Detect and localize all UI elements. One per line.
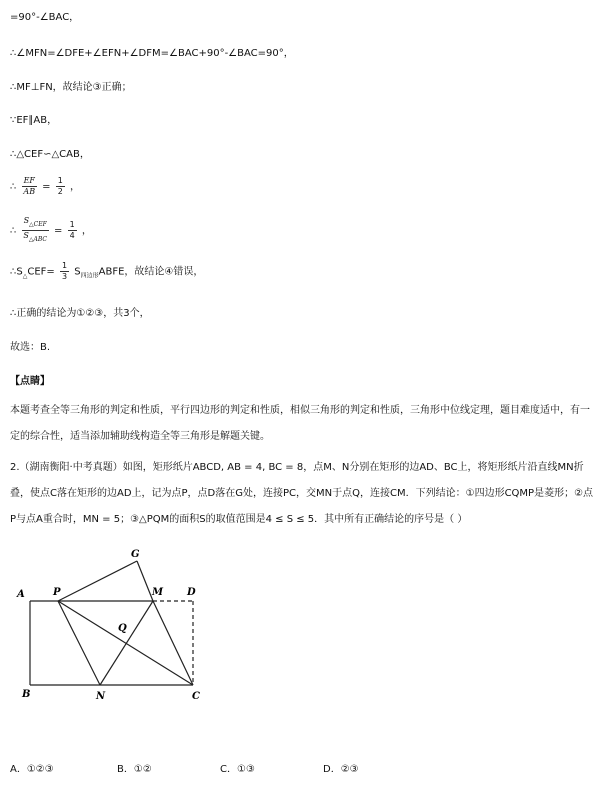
fold-pg	[58, 561, 137, 601]
option-b[interactable]: B．①②	[117, 764, 152, 775]
label-d: D	[187, 587, 196, 598]
label-n: N	[96, 691, 106, 702]
label-c: C	[192, 691, 200, 702]
line-7-area-ratio: ∴ $\frac{S_{\triangle CEF}}{S_{\triangle ABC}}$ = $\frac{1}{4}$ ，	[10, 216, 92, 243]
line-4: ∵EF∥AB，	[10, 115, 58, 126]
option-d[interactable]: D．②③	[323, 764, 359, 775]
label-g: G	[131, 549, 140, 560]
label-p: P	[53, 587, 61, 598]
fraction-one-third: $\frac{1}{3}$	[61, 261, 68, 281]
line-1: =90°-∠BAC，	[10, 12, 80, 23]
line-3: ∴MF⊥FN，故结论③正确；	[10, 82, 132, 93]
label-m: M	[152, 587, 164, 598]
fraction-one-half: $\frac{1}{2}$	[57, 176, 63, 196]
fold-gm	[137, 561, 153, 601]
fraction-one-quarter: $\frac{1}{4}$	[69, 220, 75, 240]
line-6-ratio: ∴ $\frac{EF}{AB}$ = $\frac{1}{2}$ ，	[10, 176, 80, 196]
rectangle-fold-figure	[10, 545, 230, 705]
label-q: Q	[118, 623, 127, 634]
fraction-area: $\frac{S_{\triangle CEF}}{S_{\triangle ABC}}$	[23, 216, 47, 243]
line-2: ∴∠MFN=∠DFE+∠EFN+∠DFM=∠BAC+90°-∠BAC=90°，	[10, 48, 294, 59]
question-2-text: 2.（湖南衡阳·中考真题）如图，矩形纸片ABCD, AB = 4, BC = 8，点M、N分别在矩形的边AD、BC上，将矩形纸片沿直线MN折叠，使点C落在矩形的边AD上，记为点P，点D落在G处，连接PC，交MN于点Q，连接CM．下列结论：①四边形CQMP是菱形；②点P与点A重合时，MN = 5；③△PQM的面积S的取值范围是4 ≤ S ≤ 5．其中所有正确结论的序号是（ ）	[10, 462, 594, 525]
line-10: 故选：B.	[10, 342, 51, 353]
option-a[interactable]: A．①②③	[10, 764, 54, 775]
commentary-paragraph: 本题考查全等三角形的判定和性质，平行四边形的判定和性质，相似三角形的判定和性质，三角形中位线定理，题目难度适中，有一定的综合性，适当添加辅助线构造全等三角形是解题关键。	[10, 405, 590, 442]
line-5: ∴△CEF∽△CAB，	[10, 149, 90, 160]
label-b: B	[22, 689, 31, 700]
label-a: A	[17, 589, 25, 600]
line-8: $\therefore S_\triangle CEF=$ $\frac{1}{3}$ $S_{四边形}ABFE$，故结论④错误，	[10, 261, 204, 281]
segment-mn	[100, 601, 153, 685]
fraction-ef-ab: $\frac{EF}{AB}$	[23, 176, 36, 196]
therefore-symbol: ∴	[10, 181, 17, 193]
option-c[interactable]: C．①③	[220, 764, 255, 775]
heading-dianjing: 【点睛】	[10, 376, 50, 387]
line-9: ∴正确的结论为①②③，共3个，	[10, 308, 150, 319]
